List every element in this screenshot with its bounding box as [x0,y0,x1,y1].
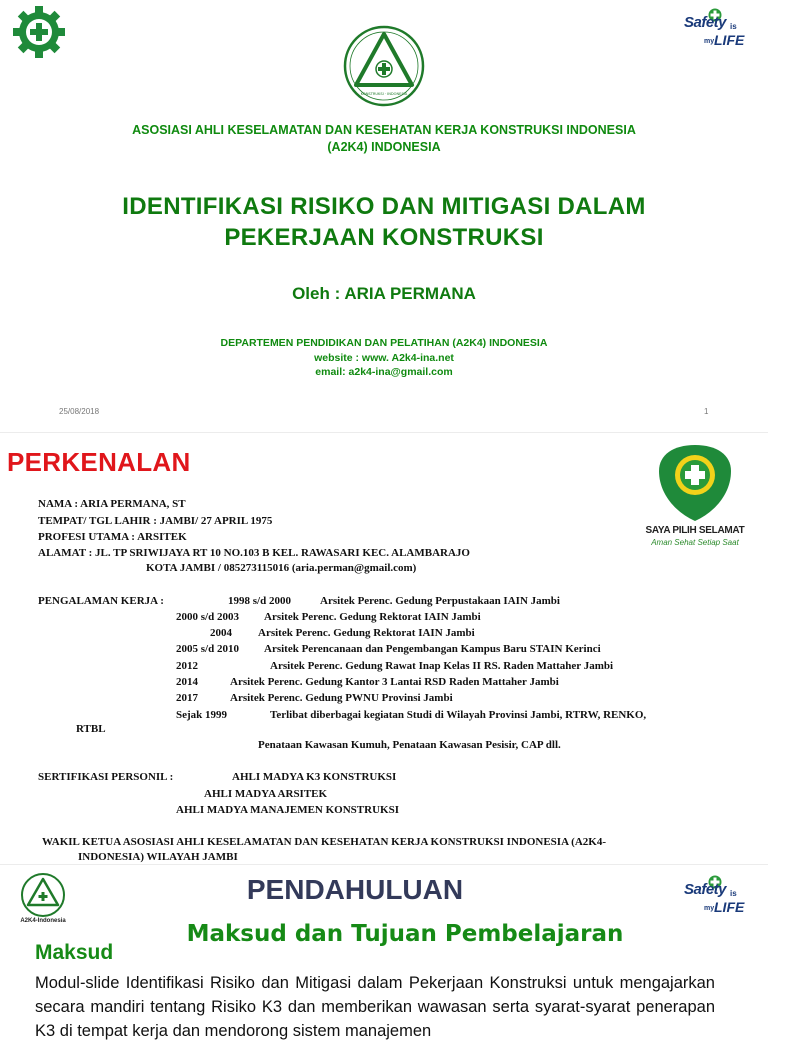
my-word: my [704,38,715,45]
section-subtitle: Maksud dan Tujuan Pembelajaran [186,921,624,947]
bio-address: ALAMAT : JL. TP SRIWIJAYA RT 10 NO.103 B KEL. RAWASARI KEC. ALAMBARAJO [38,547,470,559]
section-title: PENDAHULUAN [246,874,464,905]
bio-address-cont: KOTA JAMBI / 085273115016 (aria.perman@gmail.com) [146,562,417,574]
saya-pilih-selamat-logo [645,441,745,559]
exp-year: 2017 [176,692,198,704]
exp-text: Arsitek Perenc. Gedung Kantor 3 Lantai RSD Raden Mattaher Jambi [230,676,559,688]
certification-item: AHLI MADYA K3 KONSTRUKSI [232,771,397,783]
exp-text: Arsitek Perenc. Gedung PWNU Provinsi Jambi [230,692,453,704]
safety-is-my-life-logo [684,8,744,54]
shield-cross-icon [645,441,745,525]
logo-slogan: SAYA PILIH SELAMAT [645,525,745,536]
exp-year: 2004 [210,627,232,639]
website-text: website : www. A2k4-ina.net [314,351,454,364]
org-name-line1: ASOSIASI AHLI KESELAMATAN DAN KESEHATAN KERJA KONSTRUKSI INDONESIA [132,123,636,137]
exp-year: 2005 s/d 2010 [176,643,239,655]
introduction-slide [0,432,768,864]
bio-name: NAMA : ARIA PERMANA, ST [38,498,186,510]
life-word: LIFE [714,32,745,48]
position-text: WAKIL KETUA ASOSIASI AHLI KESELAMATAN DAN KESEHATAN KERJA KONSTRUKSI INDONESIA (A2K4- [42,836,606,848]
a2k4-emblem-icon [343,25,425,107]
author-line: Oleh : ARIA PERMANA [292,284,476,303]
emblem-caption: KONSTRUKSI · INDONESIA [360,92,408,96]
email-text: email: a2k4-ina@gmail.com [315,366,453,378]
is-word: is [730,889,737,898]
title-line1: IDENTIFIKASI RISIKO DAN MITIGASI DALAM [122,193,646,220]
certification-heading: SERTIFIKASI PERSONIL : [38,771,174,783]
organization-name [40,122,728,156]
safety-word: Safety [684,14,727,31]
exp-year: 1998 s/d 2000 [228,595,291,607]
logo-caption: A2K4-Indonesia [20,918,66,924]
exp-text: Arsitek Perenc. Gedung Rektorat IAIN Jambi [258,627,475,639]
subsection-heading: Maksud [35,941,114,964]
exp-text-cont: Penataan Kawasan Kumuh, Penataan Kawasan Pesisir, CAP dll. [258,739,561,751]
exp-text: Terlibat diberbagai kegiatan Studi di Wilayah Provinsi Jambi, RTRW, RENKO, [270,709,647,721]
title-slide [0,0,768,432]
slide-date: 25/08/2018 [59,407,100,416]
certification-item: AHLI MADYA MANAJEMEN KONSTRUKSI [176,804,399,816]
page-number: 1 [704,407,709,416]
org-name-line2: (A2K4) INDONESIA [327,140,441,154]
bio-birth: TEMPAT/ TGL LAHIR : JAMBI/ 27 APRIL 1975 [38,515,273,527]
section-title: PERKENALAN [7,447,191,477]
life-word: LIFE [714,899,745,915]
my-word: my [704,905,715,912]
exp-text: Arsitek Perenc. Gedung Rawat Inap Kelas II RS. Raden Mattaher Jambi [270,660,614,672]
logo-tagline: Aman Sehat Setiap Saat [651,538,739,547]
exp-year: 2000 s/d 2003 [176,611,239,623]
department-name: DEPARTEMEN PENDIDIKAN DAN PELATIHAN (A2K4) INDONESIA [220,337,548,349]
bio-profession: PROFESI UTAMA : ARSITEK [38,531,187,543]
title-line2: PEKERJAAN KONSTRUKSI [224,224,544,251]
gear-cross-icon [12,5,66,59]
is-word: is [730,22,737,31]
department-info [40,336,728,380]
body-paragraph: Modul-slide Identifikasi Risiko dan Mitigasi dalam Pekerjaan Konstruksi untuk mengajarkan secara mandiri tentang Risiko K3 dan memberikan wawasan serta syarat-syarat penerapan K3 di tempat kerja dan mendorong sistem manajemen [35,974,715,1040]
exp-text: Arsitek Perencanaan dan Pengembangan Kampus Baru STAIN Kerinci [264,643,601,655]
presentation-title [40,191,728,253]
certification-item: AHLI MADYA ARSITEK [204,788,328,800]
experience-heading: PENGALAMAN KERJA : [38,595,164,607]
preface-slide [0,864,768,1040]
exp-text: Arsitek Perenc. Gedung Rektorat IAIN Jambi [264,611,481,623]
exp-year: 2012 [176,660,198,672]
position-text-cont: INDONESIA) WILAYAH JAMBI [78,851,238,863]
safety-word: Safety [684,881,727,898]
exp-year: Sejak 1999 [176,709,228,721]
exp-year: 2014 [176,676,198,688]
exp-text: Arsitek Perenc. Gedung Perpustakaan IAIN Jambi [320,595,560,607]
exp-text-cont: RTBL [76,723,106,735]
